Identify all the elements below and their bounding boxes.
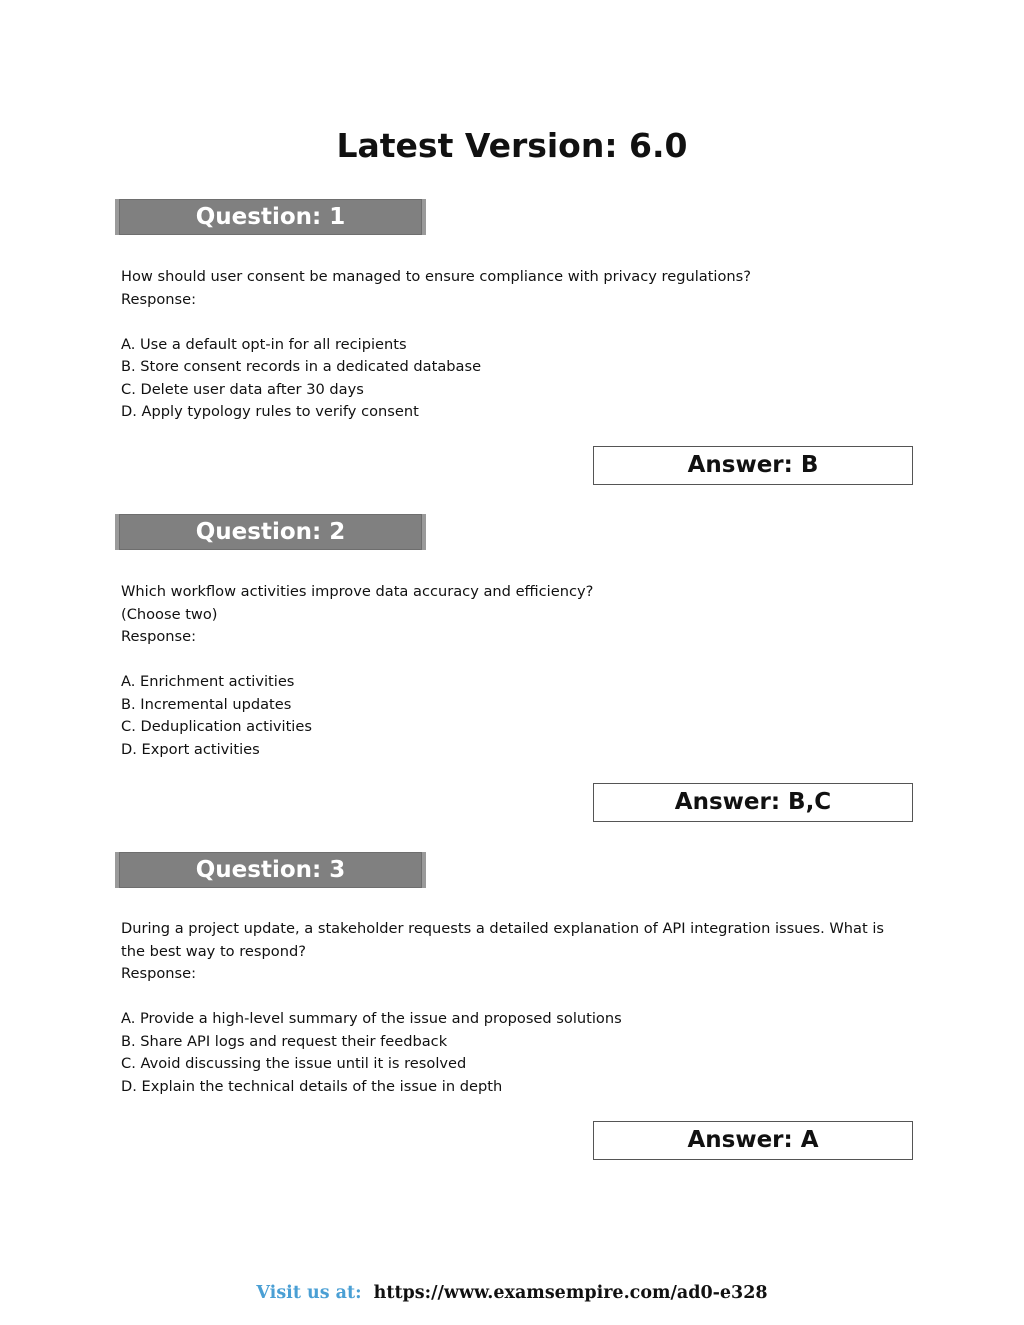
question-2-answer-box bbox=[593, 783, 913, 822]
question-3-answer: Answer: A bbox=[687, 1127, 819, 1153]
question-3-body bbox=[121, 918, 911, 1098]
question-1-heading-bar bbox=[115, 199, 426, 235]
question-3-option-d: D. Explain the technical details of the issue in depth bbox=[121, 1077, 503, 1095]
question-1-option-a: A. Use a default opt-in for all recipients bbox=[121, 335, 407, 353]
question-3-heading-bar bbox=[115, 852, 426, 888]
question-2-option-b: B. Incremental updates bbox=[121, 695, 292, 713]
question-2-prompt-line-3: Response: bbox=[121, 628, 197, 645]
question-2-body bbox=[121, 581, 911, 761]
question-2-answer: Answer: B,C bbox=[674, 789, 832, 815]
question-1-prompt-line-2: Response: bbox=[121, 290, 197, 308]
question-2-option-d: D. Export activities bbox=[121, 740, 260, 758]
footer-url-link[interactable]: https://www.examsempire.com/ad0-e328 bbox=[373, 1283, 768, 1303]
question-3-option-b: B. Share API logs and request their feedback bbox=[121, 1032, 448, 1050]
question-3-prompt-line-2: the best way to respond? bbox=[121, 942, 306, 960]
question-2-option-c: C. Deduplication activities bbox=[121, 718, 312, 735]
question-3-prompt-line-3: Response: bbox=[121, 965, 197, 982]
question-1-option-d: D. Apply typology rules to verify consent bbox=[121, 403, 419, 420]
question-2-prompt-line-2: (Choose two) bbox=[121, 605, 218, 623]
footer-label: Visit us at: bbox=[256, 1283, 362, 1303]
question-1-answer-box bbox=[593, 446, 913, 485]
question-2-heading: Question: 2 bbox=[195, 519, 346, 545]
question-1-heading: Question: 1 bbox=[195, 204, 346, 230]
question-3-option-a: A. Provide a high-level summary of the issue and proposed solutions bbox=[121, 1010, 622, 1027]
question-2-prompt-line-1: Which workflow activities improve data accuracy and efficiency? bbox=[121, 583, 594, 600]
page-title: Latest Version: 6.0 bbox=[336, 126, 688, 165]
question-2-heading-bar bbox=[115, 514, 426, 550]
question-3-answer-box bbox=[593, 1121, 913, 1160]
question-3-prompt-line-1: During a project update, a stakeholder requests a detailed explanation of API integration issues. What is bbox=[121, 920, 884, 937]
question-2-option-a: A. Enrichment activities bbox=[121, 673, 295, 690]
question-3-heading: Question: 3 bbox=[195, 857, 346, 883]
question-1-option-c: C. Delete user data after 30 days bbox=[121, 380, 364, 398]
question-1-option-b: B. Store consent records in a dedicated database bbox=[121, 358, 482, 375]
footer bbox=[0, 1281, 1024, 1305]
question-1-prompt-line-1: How should user consent be managed to ensure compliance with privacy regulations? bbox=[121, 268, 752, 285]
question-3-option-c: C. Avoid discussing the issue until it is resolved bbox=[121, 1055, 467, 1072]
question-1-body bbox=[121, 266, 911, 424]
question-1-answer: Answer: B bbox=[687, 452, 819, 478]
